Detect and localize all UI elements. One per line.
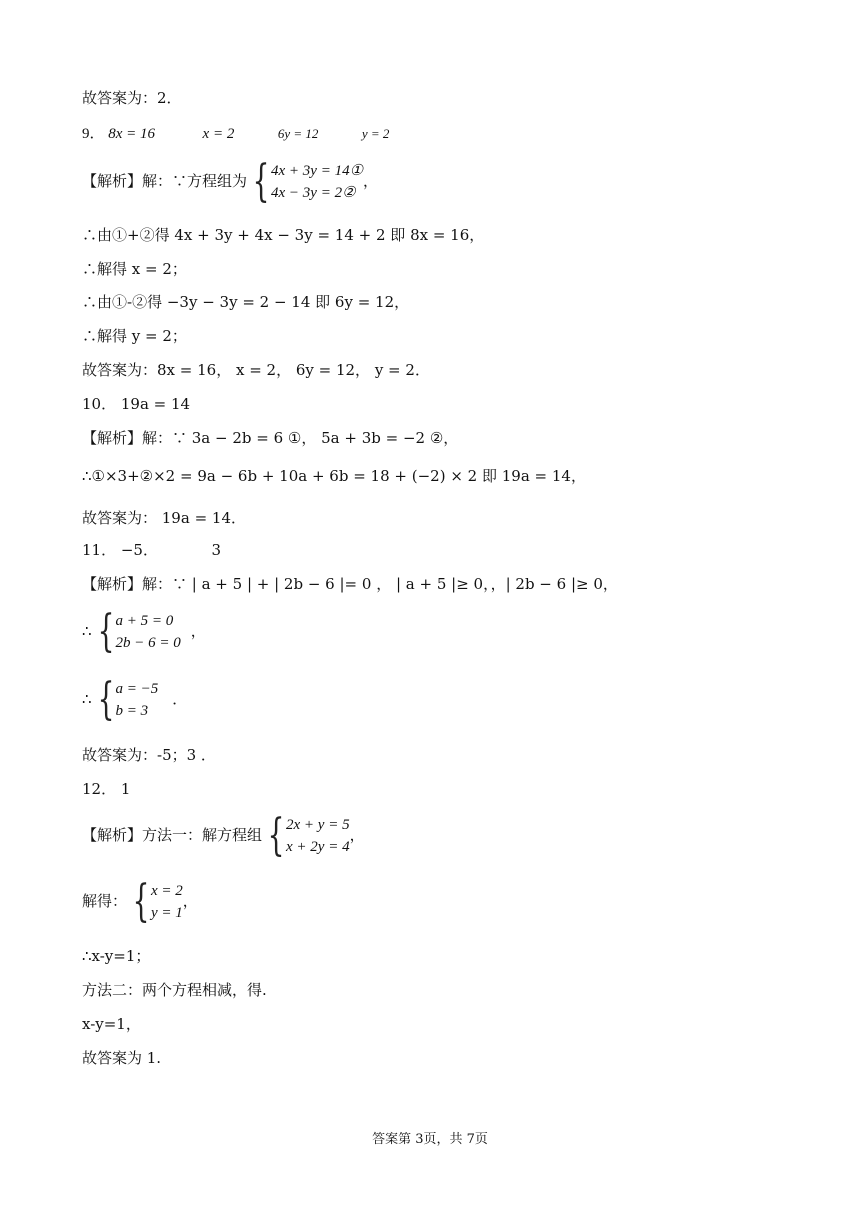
q9-answer-3: 6y = 12 bbox=[277, 126, 319, 141]
q9-sys-suffix: ， bbox=[363, 172, 379, 190]
q11-analysis: 【解析】解：∵ | a + 5 | + | 2b − 6 |= 0 ， | a + 5 |≥ 0，，| 2b − 6 |≥ 0， bbox=[82, 575, 618, 593]
q9-answer-4: y = 2 bbox=[361, 126, 390, 141]
q9-step-4: ∴解得 y = 2； bbox=[82, 327, 187, 345]
therefore-symbol: ∴ bbox=[82, 690, 92, 708]
q11-answer-1: 11． −5． bbox=[82, 541, 158, 559]
q9-final-answer: 故答案为：8x = 16， x = 2， 6y = 12， y = 2． bbox=[82, 361, 430, 379]
q11-sys2-suffix: ． bbox=[172, 690, 188, 708]
q12-sys2-eq-2: y = 1 bbox=[151, 905, 183, 921]
q12-sys2-eq-1: x = 2 bbox=[151, 883, 183, 899]
q10-step-1: ∴①×3+②×2 = 9a − 6b + 10a + 6b = 18 + (−2) × 2 即 19a = 14， bbox=[82, 467, 586, 485]
q9-step-3: ∴由①-②得 −3y − 3y = 2 − 14 即 6y = 12， bbox=[82, 293, 410, 311]
q9-equation-system: { 4x + 3y = 14① 4x − 3y = 2② bbox=[252, 156, 364, 207]
q11-system-1: ∴ { a + 5 = 0 2b − 6 = 0 ， bbox=[82, 606, 206, 657]
therefore-symbol: ∴ bbox=[82, 622, 92, 640]
q9-answer-1: 8x = 16 bbox=[108, 126, 156, 142]
q12-step-3: x-y=1， bbox=[82, 1015, 141, 1033]
q11-sys2-eq-2: b = 3 bbox=[115, 703, 149, 719]
q10-final-answer: 故答案为： 19a = 14． bbox=[82, 509, 246, 527]
q11-answer-2: 3 bbox=[211, 541, 222, 559]
q10-analysis: 【解析】解：∵ 3a − 2b = 6 ①， 5a + 3b = −2 ②， bbox=[82, 429, 459, 447]
q12-sys1-eq-1: 2x + y = 5 bbox=[286, 817, 350, 833]
q12-sys1-suffix: ， bbox=[349, 826, 365, 844]
q9-number: 9． bbox=[82, 126, 105, 142]
q12-final-answer: 故答案为 1. bbox=[82, 1049, 162, 1067]
q9-answer-2: x = 2 bbox=[202, 126, 235, 142]
q12-analysis: 【解析】方法一：解方程组 { 2x + y = 5 x + 2y = 4 ， bbox=[82, 810, 365, 861]
q12-analysis-prefix: 【解析】方法一：解方程组 bbox=[82, 826, 263, 844]
q11-sys1-eq-1: a + 5 = 0 bbox=[115, 613, 174, 629]
q12-step-2: 方法二：两个方程相减，得. bbox=[82, 981, 267, 999]
q11-sys2-eq-1: a = −5 bbox=[115, 681, 159, 697]
q9-step-1: ∴由①+②得 4x + 3y + 4x − 3y = 14 + 2 即 8x = 16， bbox=[82, 226, 485, 244]
line-answer-prev: 故答案为：2． bbox=[82, 89, 182, 107]
q9-step-2: ∴解得 x = 2； bbox=[82, 260, 187, 278]
q12-sys1-eq-2: x + 2y = 4 bbox=[286, 839, 350, 855]
q9-heading bbox=[82, 124, 389, 144]
q12-step-1: ∴x-y=1； bbox=[82, 947, 151, 965]
q12-solve-prefix: 解得： bbox=[82, 892, 128, 910]
q12-sys2-suffix: ， bbox=[182, 892, 198, 910]
q12-heading: 12． 1 bbox=[82, 780, 131, 798]
q9-eq-1: 4x + 3y = 14① bbox=[271, 163, 364, 179]
q9-eq-2: 4x − 3y = 2② bbox=[271, 185, 356, 201]
q10-heading: 10． 19a = 14 bbox=[82, 395, 191, 413]
q9-analysis bbox=[82, 156, 379, 207]
q11-heading bbox=[82, 540, 221, 560]
q11-sys1-eq-2: 2b − 6 = 0 bbox=[115, 635, 181, 651]
q11-final-answer: 故答案为：-5；3 ． bbox=[82, 746, 216, 764]
q11-system-2: ∴ { a = −5 b = 3 ． bbox=[82, 674, 188, 725]
q9-analysis-prefix: 【解析】解：∵方程组为 bbox=[82, 172, 248, 190]
q11-sys1-suffix: ， bbox=[190, 622, 206, 640]
page-footer: 答案第 3页，共 7页 bbox=[372, 1132, 488, 1147]
q12-solution: 解得： { x = 2 y = 1 ， bbox=[82, 876, 198, 927]
